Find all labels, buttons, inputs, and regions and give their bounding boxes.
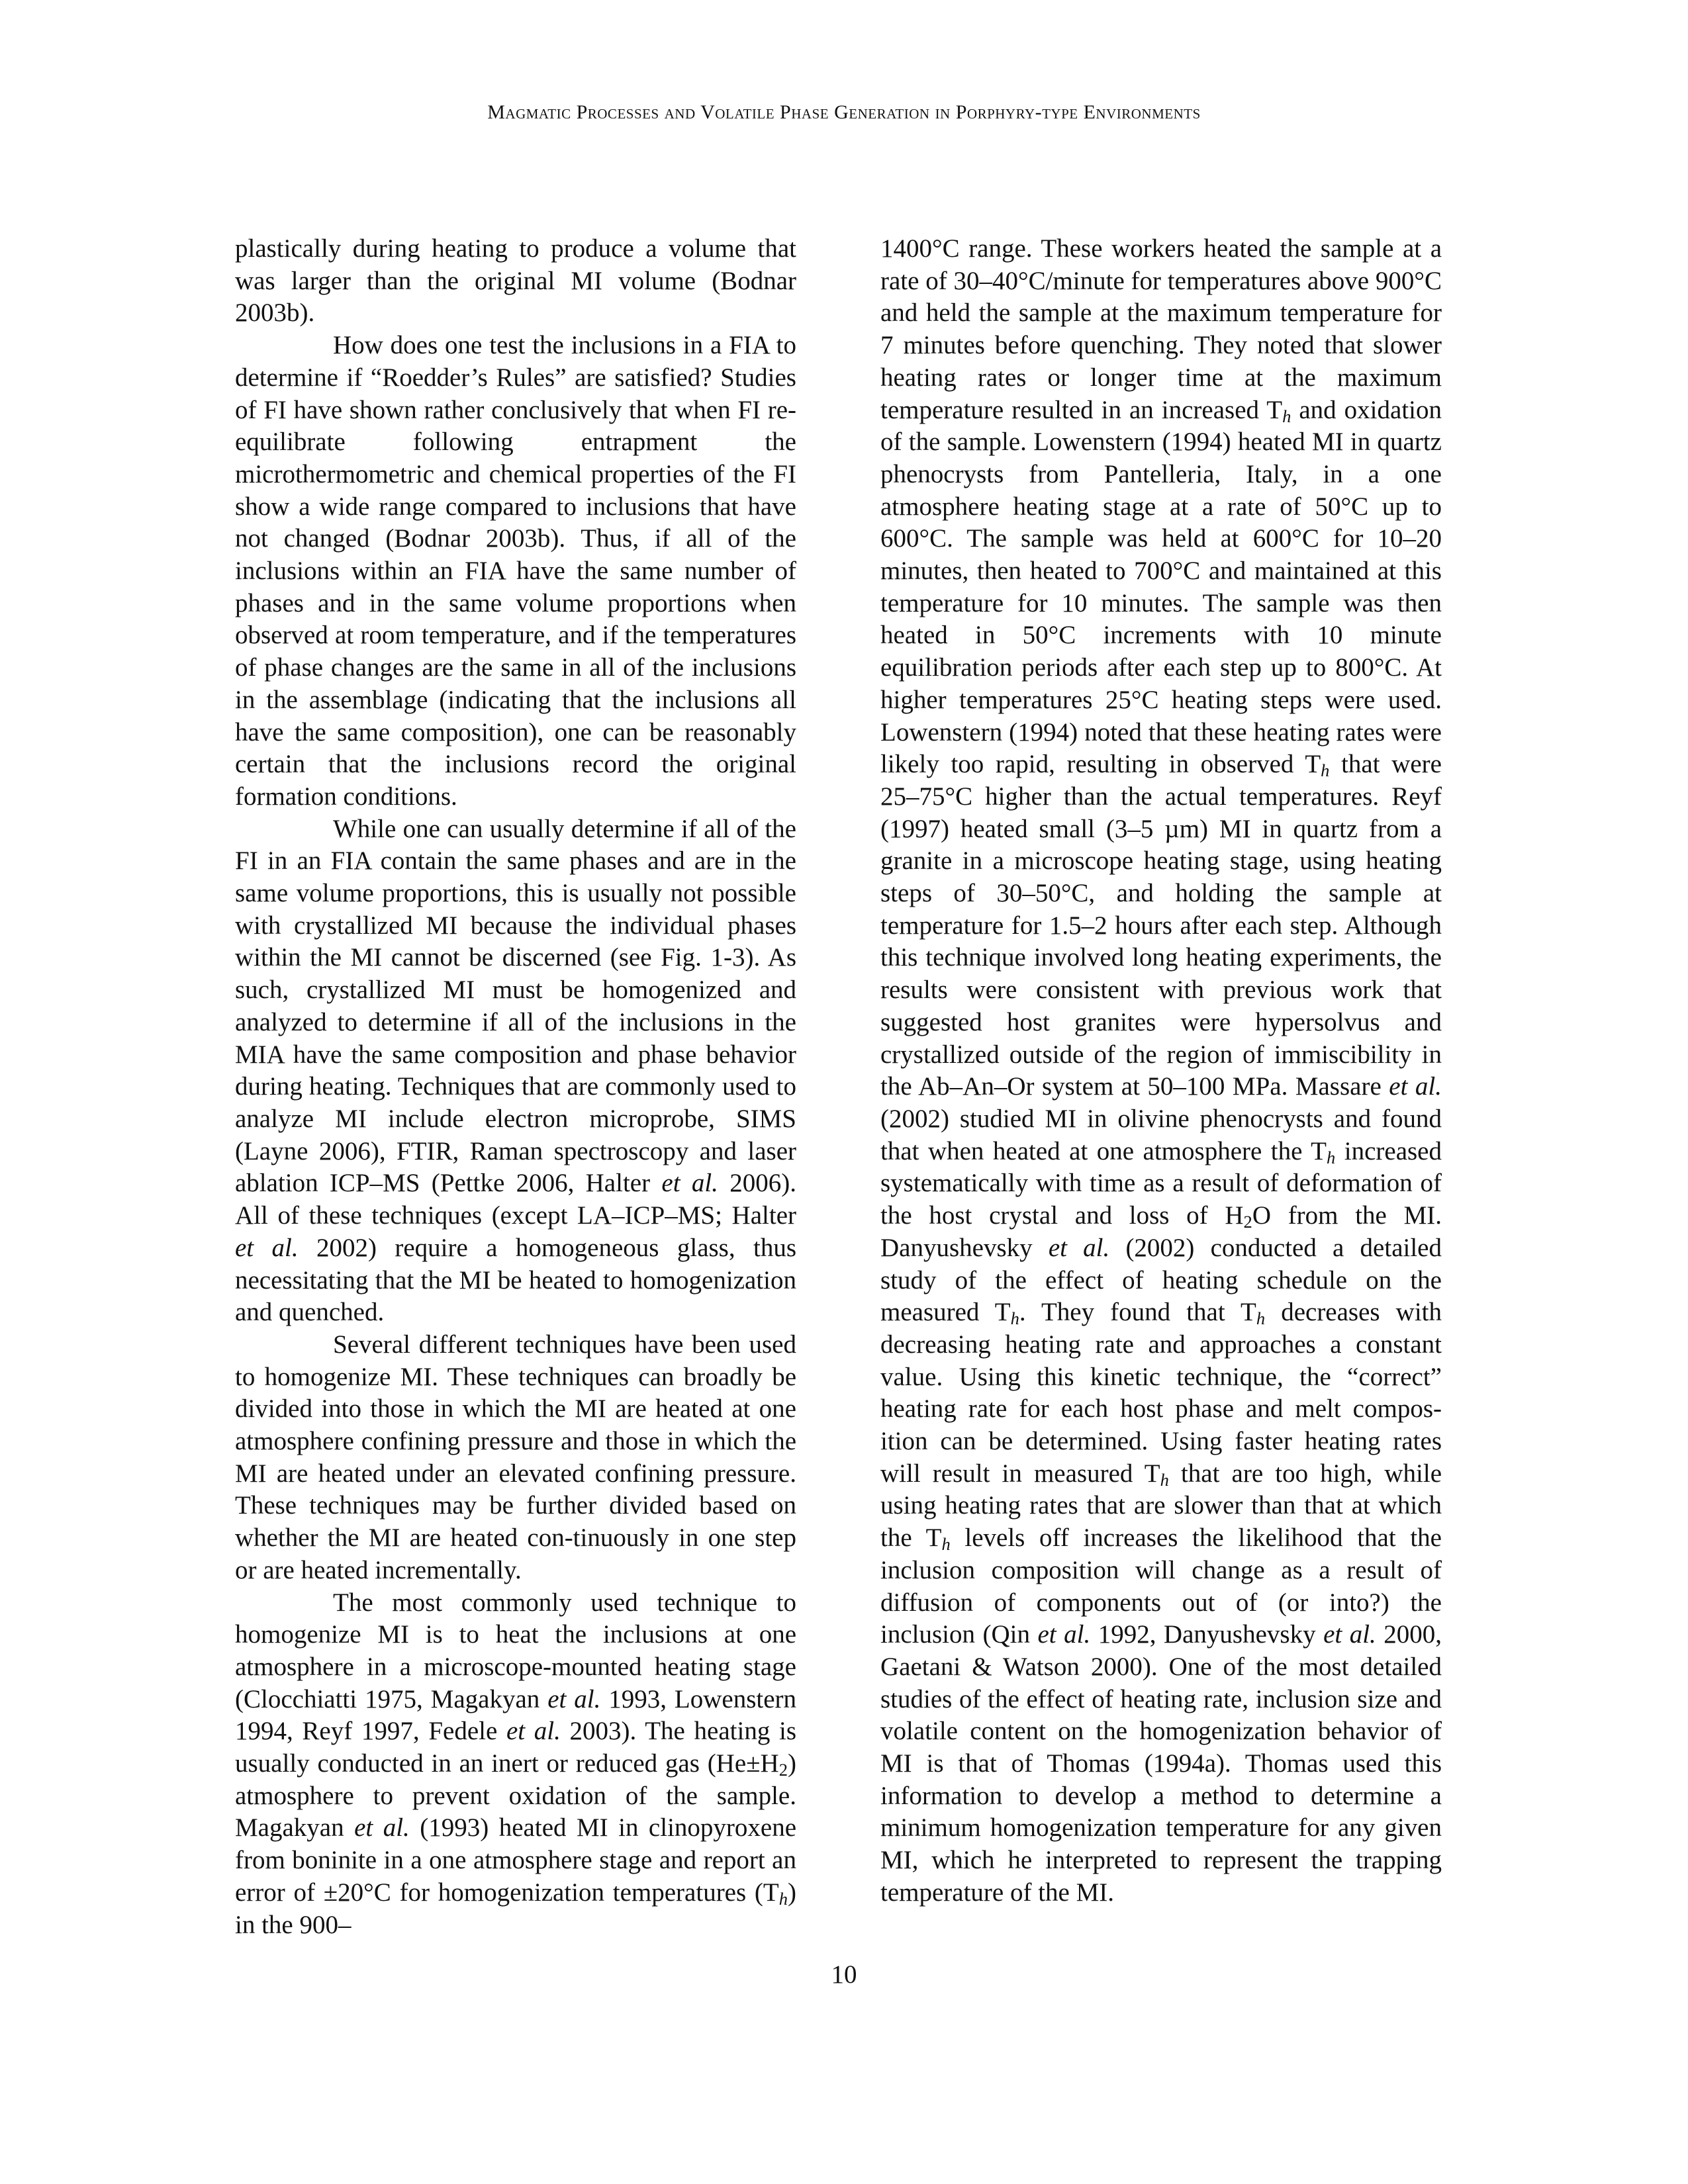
- subscript-italic: h: [1256, 1308, 1266, 1329]
- text-run: The most commonly used technique to homogenize MI is to heat the inclusions at one atmosphere in a microscope-mounted heating stage (Clocchiatti 1975, Magakyan: [235, 1588, 796, 1713]
- paragraph: plastically during heating to produce a volume that was larger than the original MI volume (Bodnar 2003b).: [235, 234, 796, 328]
- paragraph: [235, 813, 796, 1329]
- et-al-italic: et al.: [1389, 1072, 1442, 1101]
- subscript-italic: h: [1282, 406, 1291, 426]
- et-al-italic: et al.: [506, 1717, 561, 1746]
- et-al-italic: et al.: [547, 1684, 601, 1713]
- subscript-italic: h: [1327, 1147, 1336, 1167]
- subscript: 2: [778, 1759, 788, 1780]
- text-run: levels off increases the likelihood that the inclusion composition will change as a result of diffusion of components out of (or into?) the inclusion (Qin: [880, 1524, 1442, 1649]
- subscript-italic: h: [1321, 760, 1330, 781]
- text-run: . They found that T: [1019, 1298, 1256, 1327]
- text-run: 2000, Gaetani & Watson 2000). One of the most detailed studies of the effect of heating rate, inclusion size and volatile content on the homogenization behavior of MI is that of Thomas (1994a). Thomas used this information to develop a method to determine a minimum homogenization temperature for any given MI, which he interpreted to represent the trapping temperature of the MI.: [880, 1620, 1442, 1907]
- et-al-italic: et al.: [1323, 1620, 1376, 1649]
- paragraph: Several different techniques have been used to homogenize MI. These techniques can broadly be divided into those in which the MI are heated at one atmosphere confining pressure and those in which the MI are heated under an elevated confining pressure. These techniques may be further divided based on whether the MI are heated con-tinuously in one step or are heated incrementally.: [235, 1330, 796, 1584]
- text-run: 1993, Lowenstern 1994, Reyf 1997, Fedele: [235, 1684, 796, 1746]
- et-al-italic: et al.: [661, 1169, 718, 1198]
- text-run: and oxidation of the sample. Lowenstern (1994) heated MI in quartz phenocrysts from Pantelleria, Italy, in a one atmosphere heating stage at a rate of 50°C up to 600°C. The sample was held at 600°C for 10–20 minutes, then heated to 700°C and maintained at this temperature for 10 minutes. The sample was then heated in 50°C increments with 10 minute equilibration periods after each step up to 800°C. At higher temperatures 25°C heating steps were used. Lowenstern (1994) noted that these heating rates were likely too rapid, resulting in observed T: [880, 395, 1442, 779]
- subscript-italic: h: [1010, 1308, 1019, 1329]
- et-al-italic: et al.: [1048, 1233, 1110, 1262]
- right-column: [880, 233, 1442, 1909]
- subscript-italic: h: [1160, 1469, 1169, 1490]
- et-al-italic: et al.: [354, 1813, 410, 1843]
- paragraph: [880, 233, 1442, 1909]
- subscript-italic: h: [941, 1533, 951, 1554]
- subscript: [1327, 1148, 1335, 1167]
- text-run: (2002) studied MI in olivine phenocrysts and found that when heated at one atmosphere the T: [880, 1104, 1442, 1165]
- running-header: Magmatic Processes and Volatile Phase Generation in Porphyry-type Environments: [487, 101, 1201, 123]
- text-run: O from the MI. Danyushevsky: [880, 1201, 1442, 1262]
- subscript: [1321, 760, 1329, 780]
- et-al-italic: et al.: [1037, 1620, 1091, 1649]
- text-run: (1993) heated MI in clinopyroxene from boninite in a one atmosphere stage and report an error of ±20°C for homogenization temperatures (T: [235, 1813, 797, 1907]
- subscript: [1256, 1308, 1265, 1328]
- left-column: [235, 233, 796, 1941]
- text-run: decreases with decreasing heating rate and approaches a constant value. Using this kinetic technique, the “correct” heating rate for each host phase and melt compos-ition can be determined. Using faster heating rates will result in measured T: [880, 1298, 1442, 1488]
- text-run: (2002) conducted a detailed study of the effect of heating schedule on the measured T: [880, 1233, 1442, 1327]
- paragraph: How does one test the inclusions in a FIA to determine if “Roedder’s Rules” are satisfied? Studies of FI have shown rather conclusively that when FI re-equilibrate following entrapment the microthermometric and chemical properties of the FI show a wide range compared to inclusions that have not changed (Bodnar 2003b). Thus, if all of the inclusions within an FIA have the same number of phases and in the same volume proportions when observed at room temperature, and if the temperatures of phase changes are the same in all of the inclusions in the assemblage (indicating that the inclusions all have the same composition), one can be reasonably certain that the inclusions record the original formation conditions.: [235, 331, 796, 811]
- text-run: 1992, Danyushevsky: [1090, 1620, 1324, 1649]
- text-run: that are too high, while using heating rates that are slower than that at which the T: [880, 1459, 1442, 1553]
- text-run: 2003). The heating is usually conducted in an inert or reduced gas (He±H: [235, 1717, 797, 1778]
- subscript: [1160, 1470, 1169, 1490]
- text-run: ) in the 900–: [235, 1878, 796, 1939]
- subscript: [1282, 406, 1291, 426]
- text-run: 2006). All of these techniques (except LA–ICP–MS; Halter: [235, 1169, 796, 1230]
- subscript: 2: [1243, 1211, 1252, 1232]
- subscript: [779, 1889, 788, 1909]
- paragraph: [235, 1587, 796, 1942]
- text-run: While one can usually determine if all of the FI in an FIA contain the same phases and are in the same volume proportions, this is usually not possible with crystallized MI because the individual phases within the MI cannot be discerned (see Fig. 1-3). As such, crystallized MI must be homogenized and analyzed to determine if all of the inclusions in the MIA have the same composition and phase behavior during heating. Techniques that are commonly used to analyze MI include electron microprobe, SIMS (Layne 2006), FTIR, Raman spectroscopy and laser ablation ICP–MS (Pettke 2006, Halter: [235, 814, 796, 1198]
- text-run: 1400°C range. These workers heated the sample at a rate of 30–40°C/minute for temperatures above 900°C and held the sample at the maximum temperature for 7 minutes before quenching. They noted that slower heating rates or longer time at the maximum temperature resulted in an increased T: [880, 234, 1442, 424]
- et-al-italic: et al.: [235, 1233, 299, 1262]
- text-run: that were 25–75°C higher than the actual temperatures. Reyf (1997) heated small (3–5 µm) MI in quartz from a granite in a microscope heating stage, using heating steps of 30–50°C, and holding the sample at temperature for 1.5–2 hours after each step. Although this technique involved long heating experiments, the results were consistent with previous work that suggested host granites were hypersolvus and crystallized outside of the region of immiscibility in the Ab–An–Or system at 50–100 MPa. Massare: [880, 750, 1442, 1101]
- text-run: increased systematically with time as a result of deformation of the host crystal and loss of H: [880, 1136, 1442, 1230]
- text-run: 2002) require a homogeneous glass, thus necessitating that the MI be heated to homogenization and quenched.: [235, 1233, 796, 1327]
- text-run: ) atmosphere to prevent oxidation of the sample. Magakyan: [235, 1749, 796, 1843]
- page-number: 10: [831, 1960, 857, 1989]
- subscript-italic: h: [778, 1888, 788, 1909]
- subscript: [941, 1534, 950, 1554]
- subscript: [1011, 1308, 1019, 1328]
